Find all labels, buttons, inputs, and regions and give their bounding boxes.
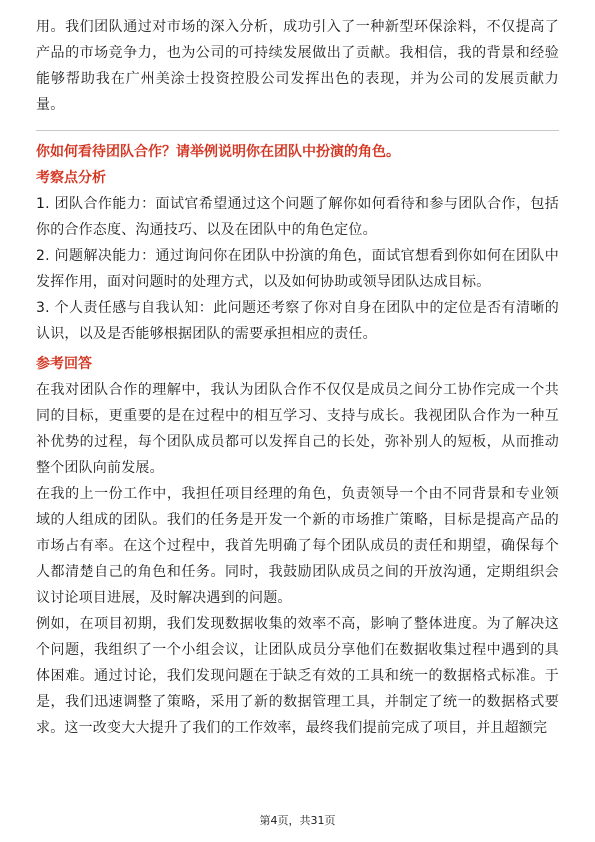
answer-heading: 参考回答 [36,356,92,372]
answer-paragraph: 例如，在项目初期，我们发现数据收集的效率不高，影响了整体进度。为了解决这个问题，我组织了一个小组会议，让团队成员分享他们在数据收集过程中遇到的具体困难。通过讨论，我们发现问题在于缺乏有效的工具和统一的数据格式标准。于是，我们迅速调整了策略，采用了新的数据管理工具，并制定了统一的数据格式要求。这一改变大大提升了我们的工作效率，最终我们提前完成了项目，并且超额完 [36,616,559,736]
analysis-point: 1. 团队合作能力：面试官希望通过这个问题了解你如何看待和参与团队合作，包括你的合作态度、沟通技巧、以及在团队中的角色定位。 [36,196,559,238]
analysis-point: 2. 问题解决能力：通过询问你在团队中扮演的角色，面试官想看到你如何在团队中发挥作用，面对问题时的处理方式，以及如何协助或领导团队达成目标。 [36,248,559,290]
document-page [36,14,559,741]
analysis-point: 3. 个人责任感与自我认知：此问题还考察了你对自身在团队中的定位是否有清晰的认识，以及是否能够根据团队的需要承担相应的责任。 [36,300,559,342]
answer-paragraph: 在我的上一份工作中，我担任项目经理的角色，负责领导一个由不同背景和专业领域的人组成的团队。我们的任务是开发一个新的市场推广策略，目标是提高产品的市场占有率。在这个过程中，我首先明确了每个团队成员的责任和期望，确保每个人都清楚自己的角色和任务。同时，我鼓励团队成员之间的开放沟通，定期组织会议讨论项目进展，及时解决遇到的问题。 [36,486,559,606]
analysis-heading: 考察点分析 [36,170,106,186]
section-divider [36,130,559,131]
page-number: 第4页，共31页 [259,814,336,827]
answer-paragraph: 在我对团队合作的理解中，我认为团队合作不仅仅是成员之间分工协作完成一个共同的目标，更重要的是在过程中的相互学习、支持与成长。我视团队合作为一种互补优势的过程，每个团队成员都可以发挥自己的长处，弥补别人的短板，从而推动整个团队向前发展。 [36,382,559,476]
intro-paragraph: 用。我们团队通过对市场的深入分析，成功引入了一种新型环保涂料，不仅提高了产品的市场竞争力，也为公司的可持续发展做出了贡献。我相信，我的背景和经验能够帮助我在广州美涂士投资控股公司发挥出色的表现，并为公司的发展贡献力量。 [36,19,559,113]
interview-question: 你如何看待团队合作？请举例说明你在团队中扮演的角色。 [36,144,400,160]
